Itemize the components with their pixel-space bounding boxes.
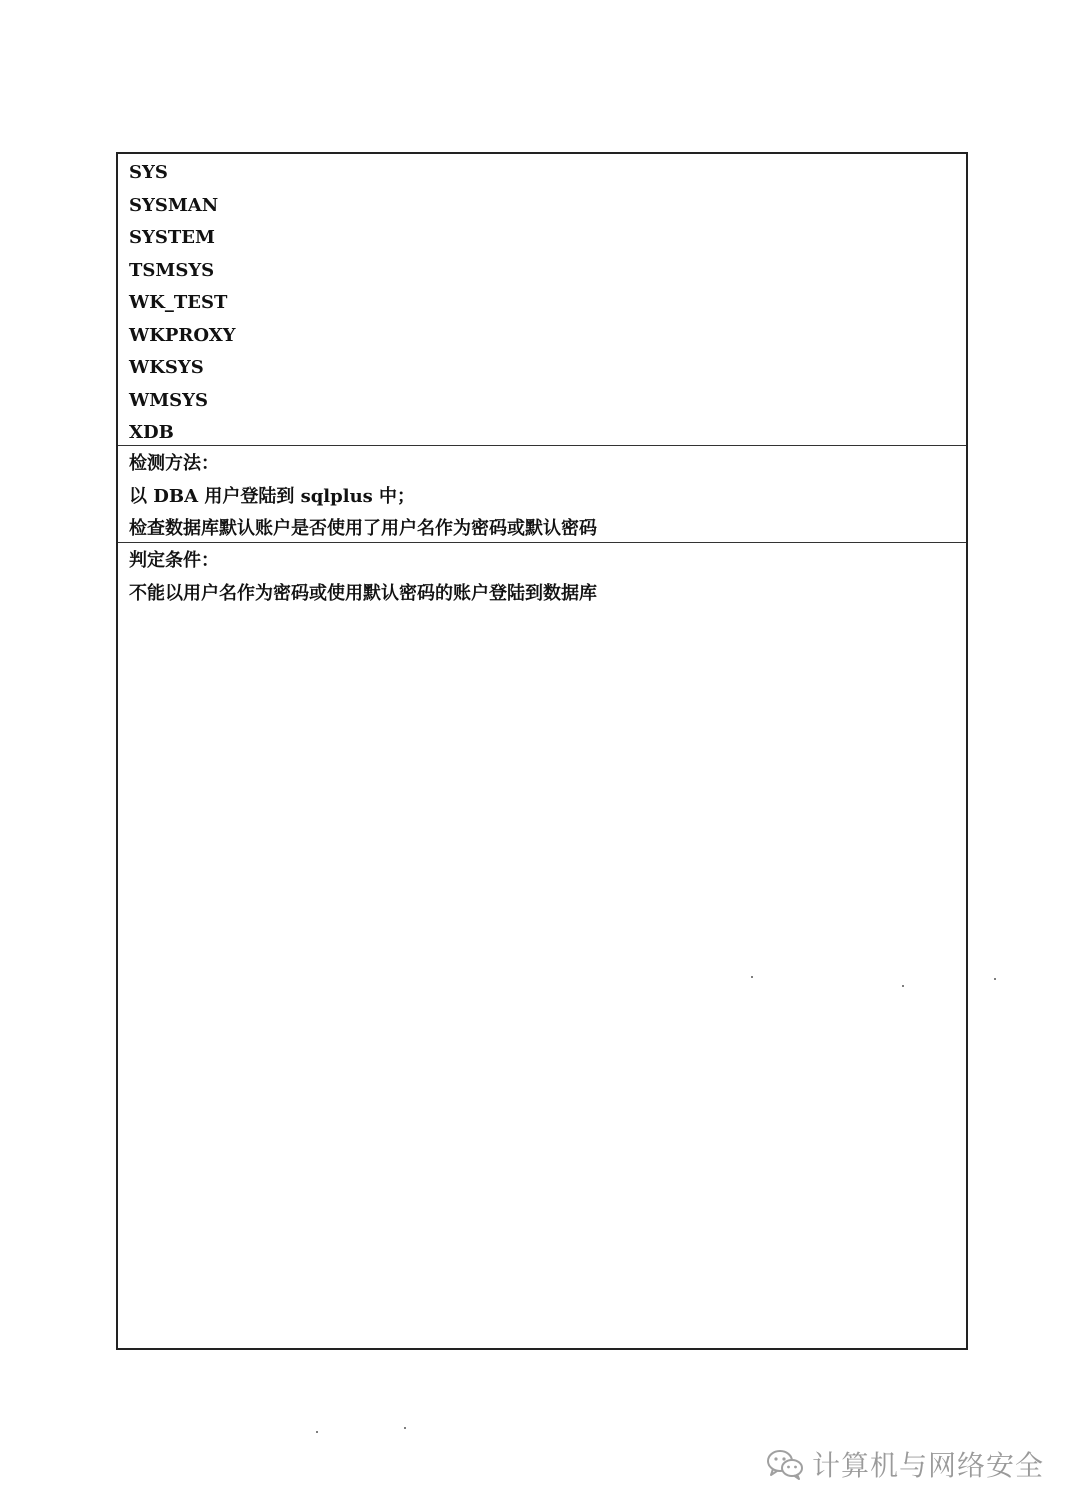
detection-step: 检查数据库默认账户是否使用了用户名作为密码或默认密码	[129, 518, 597, 539]
scan-speck	[994, 978, 996, 980]
detection-method-section	[118, 446, 966, 543]
account-name: WMSYS	[129, 389, 208, 411]
account-name: SYSTEM	[129, 227, 215, 248]
scan-speck	[902, 985, 904, 987]
judgment-criteria-section	[118, 543, 966, 1348]
account-name: SYS	[129, 162, 168, 183]
detection-method-heading: 检测方法：	[129, 453, 219, 474]
judgment-criteria-heading: 判定条件：	[129, 550, 219, 571]
watermark-text: 计算机与网络安全	[811, 1449, 1044, 1482]
scan-speck	[751, 976, 753, 978]
default-accounts-section	[118, 154, 966, 446]
account-name: WKSYS	[129, 357, 204, 378]
account-name: WKPROXY	[129, 324, 236, 346]
document-table	[116, 152, 968, 1350]
account-name: XDB	[129, 422, 174, 443]
account-name: WK_TEST	[129, 292, 228, 313]
wechat-icon	[766, 1448, 804, 1480]
judgment-criteria-text: 不能以用户名作为密码或使用默认密码的账户登陆到数据库	[129, 582, 597, 604]
scan-speck	[404, 1427, 406, 1429]
account-name: TSMSYS	[129, 259, 215, 281]
account-name: SYSMAN	[129, 194, 219, 216]
detection-step: 以 DBA 用户登陆到 sqlplus 中；	[129, 485, 416, 507]
scan-speck	[316, 1431, 318, 1433]
watermark	[766, 1444, 1044, 1484]
account-list	[129, 154, 966, 450]
